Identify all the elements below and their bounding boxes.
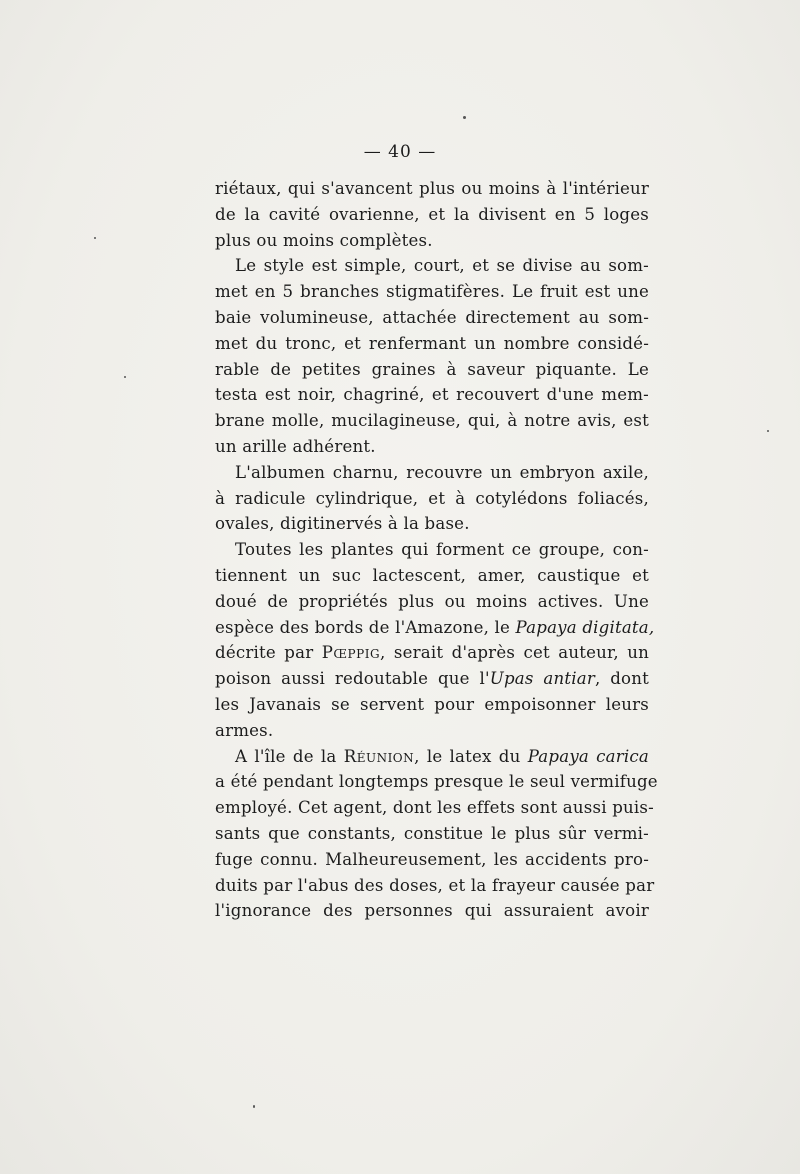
text-line: Toutes les plantes qui forment ce groupe, con- xyxy=(235,540,649,560)
text-line: baie volumineuse, attachée directement au som- xyxy=(215,307,649,327)
text-segment: espèce des bords de l'Amazone, le xyxy=(215,617,516,637)
text-line xyxy=(215,615,655,641)
text-line: à radicule cylindrique, et à cotylédons foliacés, xyxy=(215,488,649,508)
text-line: de la cavité ovarienne, et la divisent en 5 loges xyxy=(215,204,649,224)
page-number: — 40 — xyxy=(363,142,437,162)
text-line: doué de propriétés plus ou moins actives. Une xyxy=(215,591,649,611)
text-line: Le style est simple, court, et se divise au som- xyxy=(235,256,649,276)
ink-speck xyxy=(767,430,769,432)
text-segment: , serait d'après cet auteur, un xyxy=(380,643,649,663)
text-segment: poison aussi redoutable que l' xyxy=(215,669,490,689)
text-line: rable de petites graines à saveur piquante. Le xyxy=(215,359,649,379)
text-line: un arille adhérent. xyxy=(215,436,376,456)
small-caps-name: Pœppig xyxy=(321,643,381,663)
text-line: ovales, digitinervés à la base. xyxy=(215,514,470,534)
italic-text: Upas antiar xyxy=(489,669,595,689)
text-line: employé. Cet agent, dont les effets sont aussi puis- xyxy=(215,798,654,818)
text-line: met du tronc, et renfermant un nombre considé- xyxy=(215,333,649,353)
text-line: l'ignorance des personnes qui assuraient avoir xyxy=(215,901,649,921)
text-line: armes. xyxy=(215,720,274,740)
text-line: sants que constants, constitue le plus sûr vermi- xyxy=(215,823,649,843)
text-line: met en 5 branches stigmatifères. Le fruit est une xyxy=(215,282,649,302)
text-line: L'albumen charnu, recouvre un embryon axile, xyxy=(235,462,649,482)
text-line xyxy=(215,666,649,692)
text-line: riétaux, qui s'avancent plus ou moins à l'intérieur xyxy=(215,179,649,198)
text-segment: , le latex du xyxy=(414,746,528,766)
text-line xyxy=(215,744,649,770)
text-line: a été pendant longtemps presque le seul vermifuge xyxy=(215,772,658,792)
text-line: testa est noir, chagriné, et recouvert d'une mem- xyxy=(215,385,649,405)
text-line: fuge connu. Malheureusement, les accidents pro- xyxy=(215,849,649,869)
text-line: les Javanais se servent pour empoisonner leurs xyxy=(215,694,649,714)
text-line: tiennent un suc lactescent, amer, caustique et xyxy=(215,565,649,585)
text-segment: décrite par xyxy=(215,643,322,663)
text-segment: A l'île de la xyxy=(235,746,344,766)
ink-speck xyxy=(94,237,96,239)
text-segment: , dont xyxy=(594,669,650,689)
ink-speck xyxy=(463,116,466,119)
body-text xyxy=(215,176,658,924)
italic-text: Papaya digitata, xyxy=(515,617,655,637)
italic-text: Papaya carica xyxy=(527,746,649,766)
ink-speck xyxy=(253,1105,255,1108)
text-line: brane molle, mucilagineuse, qui, à notre avis, est xyxy=(215,411,649,431)
ink-speck xyxy=(124,376,126,378)
text-line xyxy=(215,640,649,666)
text-line: duits par l'abus des doses, et la frayeur causée par xyxy=(215,875,655,895)
text-line: plus ou moins complètes. xyxy=(215,230,433,250)
small-caps-name: Réunion xyxy=(343,746,415,766)
